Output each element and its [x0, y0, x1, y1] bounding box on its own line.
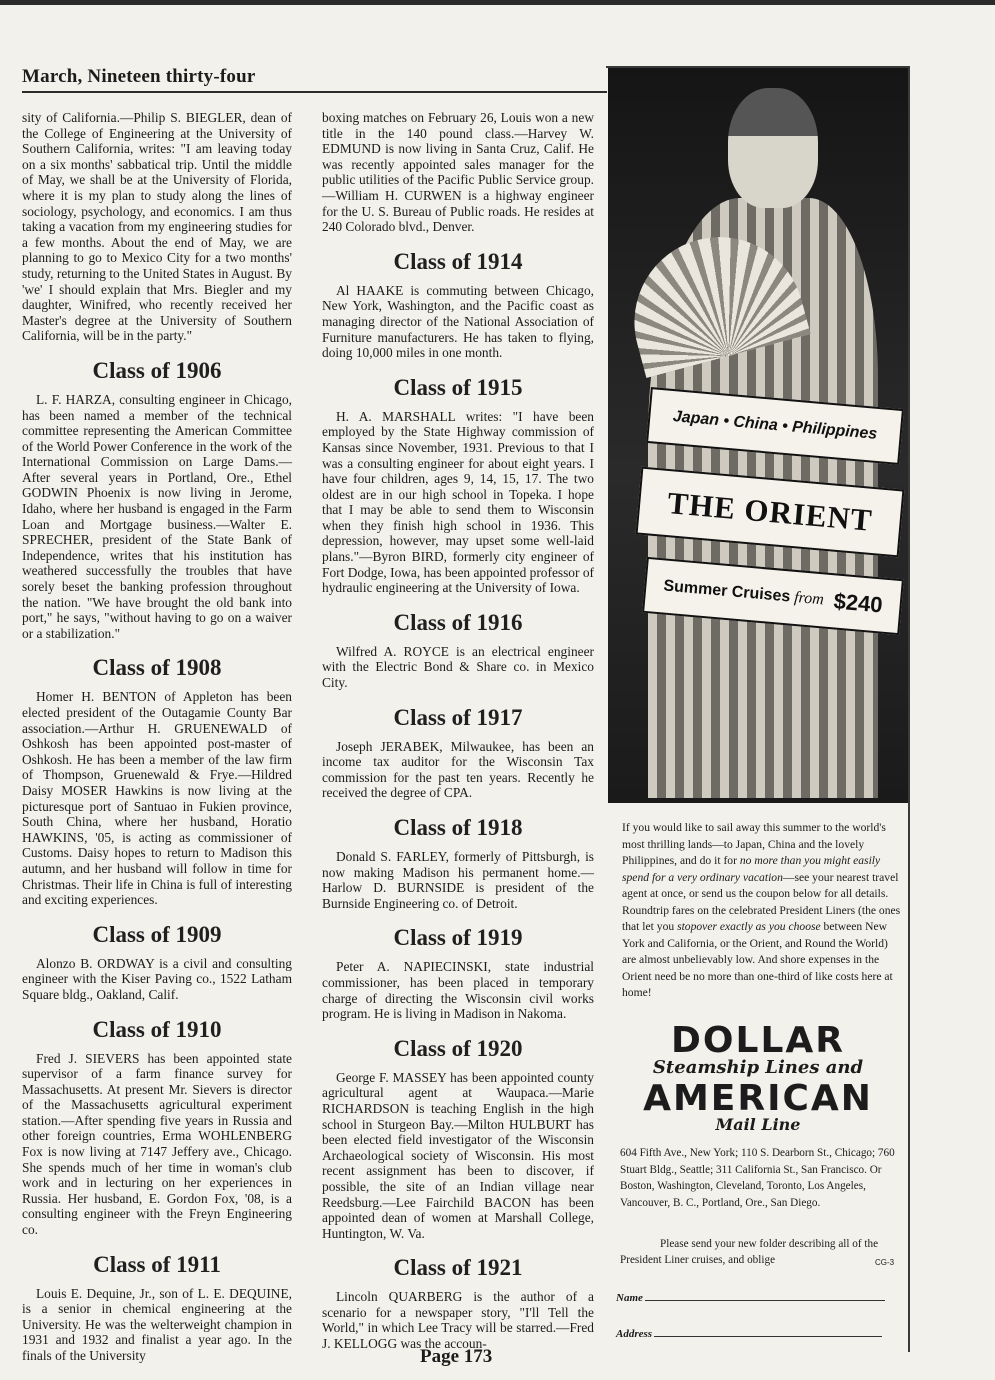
paragraph: boxing matches on February 26, Louis won a new title in the 140 pound class.—Harvey W. EDMUND is now living in Santa Cruz, Calif. He was recently appointed sales manager for the public utilities of the Pacific Public Service group.—William H. CURWEN is a highway engineer for the U. S. Bureau of Public roads. He resides at 240 Colorado blvd., Denver. — [322, 110, 594, 235]
paragraph: Al HAAKE is commuting between Chicago, New York, Washington, and the Pacific coast as managing director of the National Association of Furniture manufacturers. He has taken to flying, doing 10,000 miles in one month. — [322, 282, 594, 361]
logo-script-line-2: Mail Line — [715, 1115, 801, 1134]
ad-copy-emphasis: no more than you might easily spend for a very ordinary vacation — [622, 854, 881, 884]
paragraph: L. F. HARZA, consulting engineer in Chicago, has been named a member of the technical committee representing the American Committee of the World Power Conference in the work of the International Commission on Large Dams.—After several years in Portland, Ore., Ethel GODWIN Phoenix is now living in Jerome, Idaho, where her husband is engaged in the Farm Loan and Mortgage business.—Walter E. SPRECHER, president of the State Bank of Independence, writes that his institution has weathered successfully the troubles that have sorely beset the banking profession throughout the nation. "We have brought the old bank into port," he says, "without having to go on a waiver or a stabilization." — [22, 391, 292, 641]
column-2 — [322, 110, 594, 1356]
class-heading: Class of 1917 — [393, 704, 523, 730]
class-heading: Class of 1908 — [92, 655, 222, 681]
class-heading: Class of 1910 — [92, 1016, 222, 1042]
dollar-logo: DOLLAR — [671, 1020, 845, 1061]
class-heading: Class of 1906 — [92, 357, 222, 383]
class-heading: Class of 1920 — [393, 1035, 523, 1061]
class-heading: Class of 1921 — [393, 1255, 523, 1281]
office-addresses: 604 Fifth Ave., New York; 110 S. Dearborn St., Chicago; 760 Stuart Bldg., Seattle; 311 California St., San Francisco. Or Boston, Washington, Cleveland, Toronto, Los Angeles, Vancouver, B. C., Portland, Ore., San Diego. — [620, 1147, 895, 1209]
paragraph: Homer H. BENTON of Appleton has been elected president of the Outagamie County Bar association.—Arthur H. GRUENEWALD of Oshkosh has been appointed post-master of Oshkosh. He has been a member of the law firm of Thompson, Gruenewald & Frye.—Hildred Daisy MOSER Hawkins is now living at the picturesque port of Santuao in Fukien province, South China, where her husband, Horatio HAWKINS, '05, is acting as commissioner of Customs. Daisy hopes to return to Madison this autumn, and her husband will follow in time for Christmas. Their life in China is full of interesting and exciting experiences. — [22, 689, 292, 908]
running-header: March, Nineteen thirty-four — [22, 66, 256, 87]
paragraph: George F. MASSEY has been appointed county agricultural agent at Waupaca.—Marie RICHARDSON is teaching English in the high school in Sturgeon Bay.—Milton HULBURT has been elected field investigator of the Wisconsin Archaeological society of Wisconsin. His most recent assignment has been to discover, if possible, the site of an Indian village near Reedsburg.—Lee Fairchild BACON has been appointed dean of women at Marshall College, Huntington, W. Va. — [322, 1069, 594, 1241]
ad-copy-text: between New York and California, or the Orient, and Round the World) are almost unbelievably low. And shore expenses in the Orient need be no more than one-third of like costs here at home! — [622, 920, 893, 999]
ad-copy-text: If you would like to sail away this summer to the world's most thrilling lands—to Japan, China and the lovely Philippines, and do it for — [622, 821, 886, 867]
logo-script-line: Steamship Lines and — [652, 1057, 864, 1078]
class-heading: Class of 1909 — [92, 921, 222, 947]
class-heading: Class of 1916 — [393, 609, 523, 635]
header-rule — [22, 91, 607, 93]
class-heading: Class of 1918 — [393, 815, 523, 840]
class-heading: Class of 1914 — [393, 248, 523, 274]
ad-illustration — [608, 68, 908, 803]
address-field[interactable] — [616, 1326, 882, 1340]
paragraph: sity of California.—Philip S. BIEGLER, dean of the College of Engineering at the University of Southern California, writes: "I am leaving today on a six months' sabbatical trip. Until the middle of May, we shall be at the University of Florida, where it is my plan to study along the lines of sociology, psychology, and economics. I am thus taking a vacation from my engineering studies for a few months. About the end of May, we are planning to go to Mexico City for a two months' study, returning to the United States in August. By 'we' I should explain that Mrs. Biegler and my daughter, Winifred, who recently received her Master's degree at the University of Southern California, will be in the party." — [22, 110, 292, 344]
paragraph: Alonzo B. ORDWAY is a civil and consulting engineer with the Kiser Paving co., 1522 Latham Square bldg., Oakland, Calif. — [22, 955, 292, 1002]
paragraph: H. A. MARSHALL writes: "I have been employed by the State Highway commission of Kansas since November, 1931. Previous to that I was a consulting engineer for about eight years. I have four children, ages 9, 14, 15, 17. The two oldest are in our high school in Topeka. I hope that I may be able to send them to Wisconsin when they finish high school in 1936. This depression, however, may upset some well-laid plans."—Byron BIRD, formerly city engineer of Fort Dodge, Iowa, has been appointed professor of hydraulic engineering at the University of Iowa. — [322, 408, 594, 596]
paragraph: Wilfred A. ROYCE is an electrical engineer with the Electric Bond & Share co. in Mexico City. — [322, 643, 594, 691]
page-number: Page 173 — [420, 1346, 493, 1367]
orient-banner: THE ORIENT — [636, 467, 905, 558]
cruise-label: Summer Cruises — [662, 577, 791, 606]
destinations-banner: Japan • China • Philippines — [646, 387, 904, 465]
class-heading: Class of 1915 — [393, 374, 523, 400]
paragraph: Fred J. SIEVERS has been appointed state supervisor of a farm finance survey for Massachusetts. At present Mr. Sievers is director of the Massachusetts agricultural experiment station.—After spending five years in Russia and other foreign countries, Erma WOHLENBERG Fox is now living at 7147 Jeffery ave., Chicago. She spends much of her time in woman's club work and in lecturing on her experiences in Russia. Her husband, E. Gordon Fox, '08, is a consulting engineer with the Freyn Engineering co. — [22, 1050, 292, 1238]
coupon-code: CG-3 — [875, 1258, 895, 1267]
ad-copy-emphasis: stopover exactly as you choose — [677, 920, 821, 933]
name-line[interactable] — [645, 1290, 885, 1301]
column-1 — [22, 110, 292, 1368]
class-heading: Class of 1911 — [93, 1251, 221, 1277]
cruise-price: $240 — [832, 588, 884, 618]
class-heading: Class of 1919 — [393, 925, 523, 951]
paragraph: Louis E. Dequine, Jr., son of L. E. DEQUINE, is a senior in chemical engineering at the University. He was the welterweight champion in 1931 and 1932 and finalist a year ago. In the finals of the University — [22, 1285, 292, 1363]
ad-copy-text: —see your nearest travel agent at once, or send us the coupon below for all details. Roundtrip fares on the celebrated President Liners (the ones that let you — [622, 870, 901, 933]
woman-head-illustration — [728, 88, 818, 208]
paragraph: Peter A. NAPIECINSKI, state industrial commissioner, has been placed in temporary charge of directing the Wisconsin civil works program. He is living in Madison in Nakoma. — [322, 959, 594, 1022]
top-rule — [0, 0, 995, 5]
paragraph: Joseph JERABEK, Milwaukee, has been an income tax auditor for the Wisconsin Tax commission for the past ten years. Recently he received the degree of CPA. — [322, 738, 594, 801]
name-label: Name — [616, 1292, 643, 1304]
from-label: from — [793, 588, 825, 609]
paragraph: Donald S. FARLEY, formerly of Pittsburgh, is now making Madison his permanent home.—Harlow D. BURNSIDE is president of the Burnside Engineering co. of Detroit. — [322, 849, 594, 911]
address-line[interactable] — [654, 1326, 882, 1337]
ad-body-copy — [622, 820, 904, 1002]
coupon-request-text: Please send your new folder describing all of the President Liner cruises, and oblige — [620, 1238, 879, 1266]
american-logo: AMERICAN — [643, 1078, 873, 1119]
paragraph: Lincoln QUARBERG is the author of a scenario for a newspaper story, "I'll Tell the World," in which Lee Tracy will be starred.—Fred J. KELLOGG was the accoun- — [322, 1289, 594, 1352]
name-field[interactable] — [616, 1290, 885, 1304]
address-label: Address — [616, 1328, 653, 1340]
